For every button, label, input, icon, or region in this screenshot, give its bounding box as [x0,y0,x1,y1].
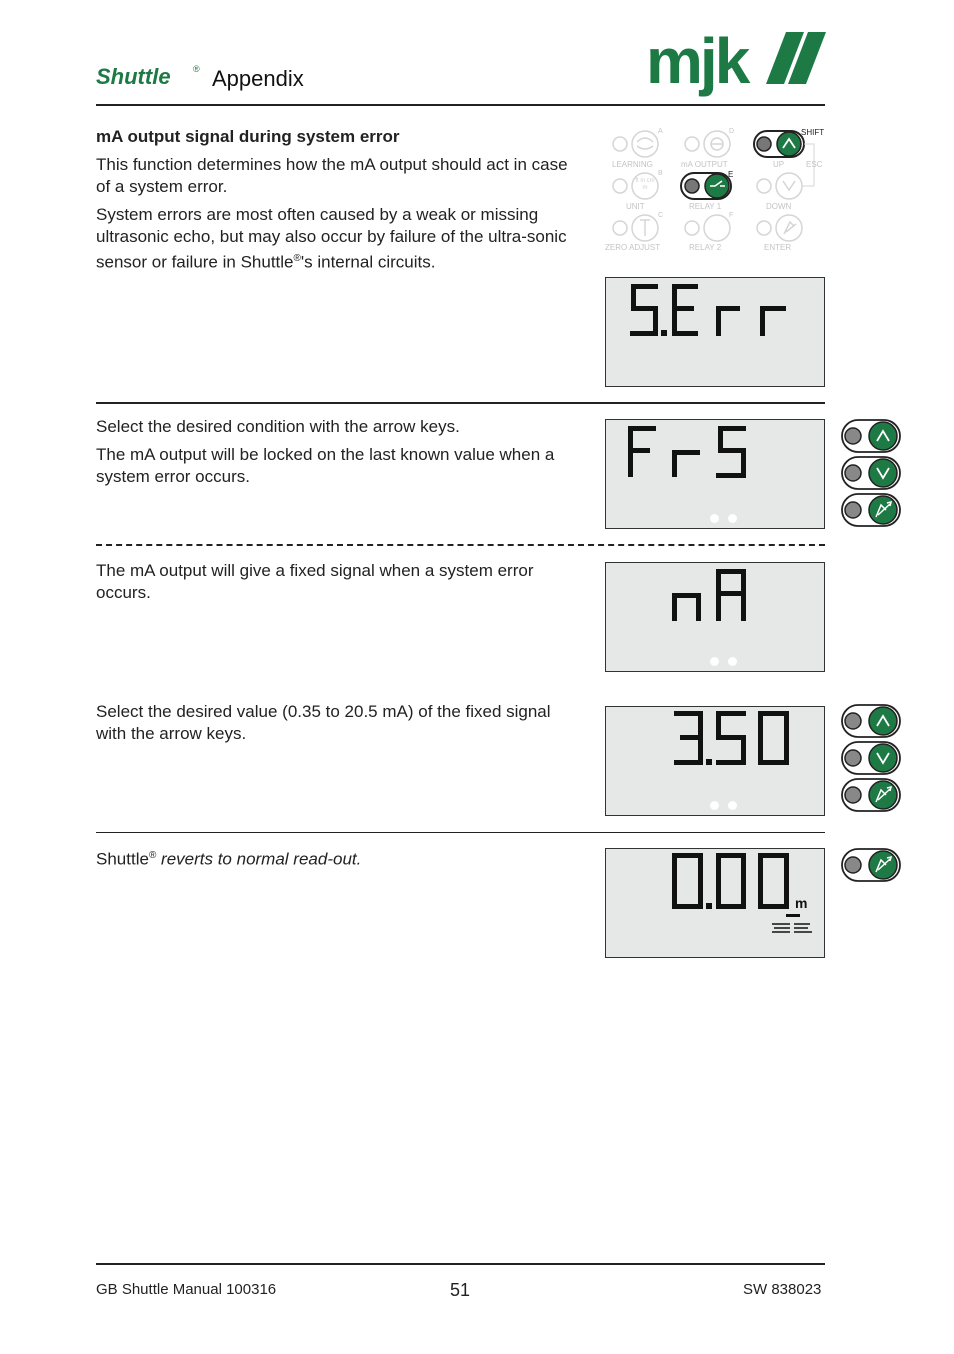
label-down: DOWN [766,202,792,211]
lcd-segments [606,278,824,386]
revert-text [96,845,576,871]
revert-brand: Shuttle [96,849,149,869]
section-divider-dashed [96,544,825,546]
lcd-segments [606,563,824,671]
down-key[interactable] [842,742,900,774]
key-zero-adjust [613,215,658,241]
system-error-text: System errors are most often caused by a weak or missing ultrasonic echo, but may also occur by failure of the ultra-sonic sensor or failure in Shuttle [96,205,567,272]
label-learning: LEARNING [612,160,653,169]
lcd-dot [710,514,719,523]
key-stack-svg [841,703,903,815]
section-intro [96,126,576,280]
lcd-display-000 [605,848,825,958]
letter-a: A [658,128,663,135]
section-heading: mA output signal during system error [96,127,400,146]
enter-key[interactable] [842,494,900,526]
letter-d: D [729,128,735,135]
revert-italic-text: reverts to normal read-out. [156,849,362,869]
lcd-display-350 [605,706,825,816]
section-rule-1 [96,402,825,404]
mjk-logo-text: mjk [646,25,748,97]
lcd-dot [728,657,737,666]
label-unit: UNIT [626,202,645,211]
mjk-logo-slashes [646,30,828,102]
letter-b: B [658,170,663,177]
up-key[interactable] [842,705,900,737]
unit-icon-text: ft in cm m [635,178,655,191]
select-value-text: Select the desired value (0.35 to 20.5 mA) of the fixed signal with the arrow keys. [96,702,551,743]
lcd-dot [710,657,719,666]
key-stack-svg [841,847,903,885]
label-ma-output: mA OUTPUT [681,160,728,169]
section-revert [96,845,576,877]
page-number: 51 [450,1280,471,1300]
footer-sw-version: SW 838023 [743,1281,822,1298]
section-select-value [96,701,576,751]
key-enter [757,215,802,241]
label-esc: ESC [806,160,823,169]
label-up: UP [773,160,785,169]
page-section-title: Appendix [212,66,304,91]
locked-value-text: The mA output will be locked on the last known value when a system error occurs. [96,445,555,486]
registered-mark: ® [293,253,301,264]
key-down [757,173,802,199]
intro-paragraph: This function determines how the mA output should act in case of a system error. [96,155,568,196]
letter-f: F [729,212,734,219]
label-relay2: RELAY 2 [689,243,722,252]
lcd-dot [728,801,737,810]
label-enter: ENTER [764,243,792,252]
lcd-display-serr [605,277,825,387]
enter-key[interactable] [842,849,900,881]
lcd-segments [606,849,824,957]
brand-registered-mark: ® [193,64,200,74]
keypad-diagram [604,126,826,256]
footer-rule [96,1263,825,1265]
key-up-highlighted [754,131,804,157]
enter-key[interactable] [842,779,900,811]
key-relay2 [685,215,730,241]
label-relay1: RELAY 1 [689,202,722,211]
lcd-dot [710,801,719,810]
key-relay1-highlighted [681,173,731,199]
lcd-segments [606,707,824,815]
lcd-dot [728,514,737,523]
key-ma-output [685,131,730,157]
fixed-signal-text: The mA output will give a fixed signal when a system error occurs. [96,561,534,602]
system-error-text-end: 's internal circuits. [300,252,436,272]
up-key[interactable] [842,420,900,452]
section-rule-2 [96,832,825,833]
letter-c: C [658,212,664,219]
footer-manual-id: GB Shuttle Manual 100316 [96,1281,277,1298]
lcd-display-frs [605,419,825,529]
unit-label: m [795,895,808,911]
brand-logo: Shuttle [96,64,171,89]
key-stack-svg [841,418,903,530]
header-rule [96,104,825,106]
registered-mark: ® [148,850,157,861]
enter-key-stack-3 [841,847,903,890]
section-select-condition [96,416,576,494]
lcd-segments [606,420,824,528]
label-shift: SHIFT [801,128,825,137]
mjk-logo [646,25,828,102]
system-error-paragraph [96,204,576,274]
label-zero-adjust: ZERO ADJUST [605,243,661,252]
arrow-keys-stack-2 [841,703,903,820]
letter-e: E [728,170,734,179]
key-learning [613,131,658,157]
down-key[interactable] [842,457,900,489]
section-fixed-signal [96,560,576,610]
arrow-keys-stack-1 [841,418,903,535]
select-condition-text: Select the desired condition with the arrow keys. [96,417,460,436]
lcd-display-na [605,562,825,672]
